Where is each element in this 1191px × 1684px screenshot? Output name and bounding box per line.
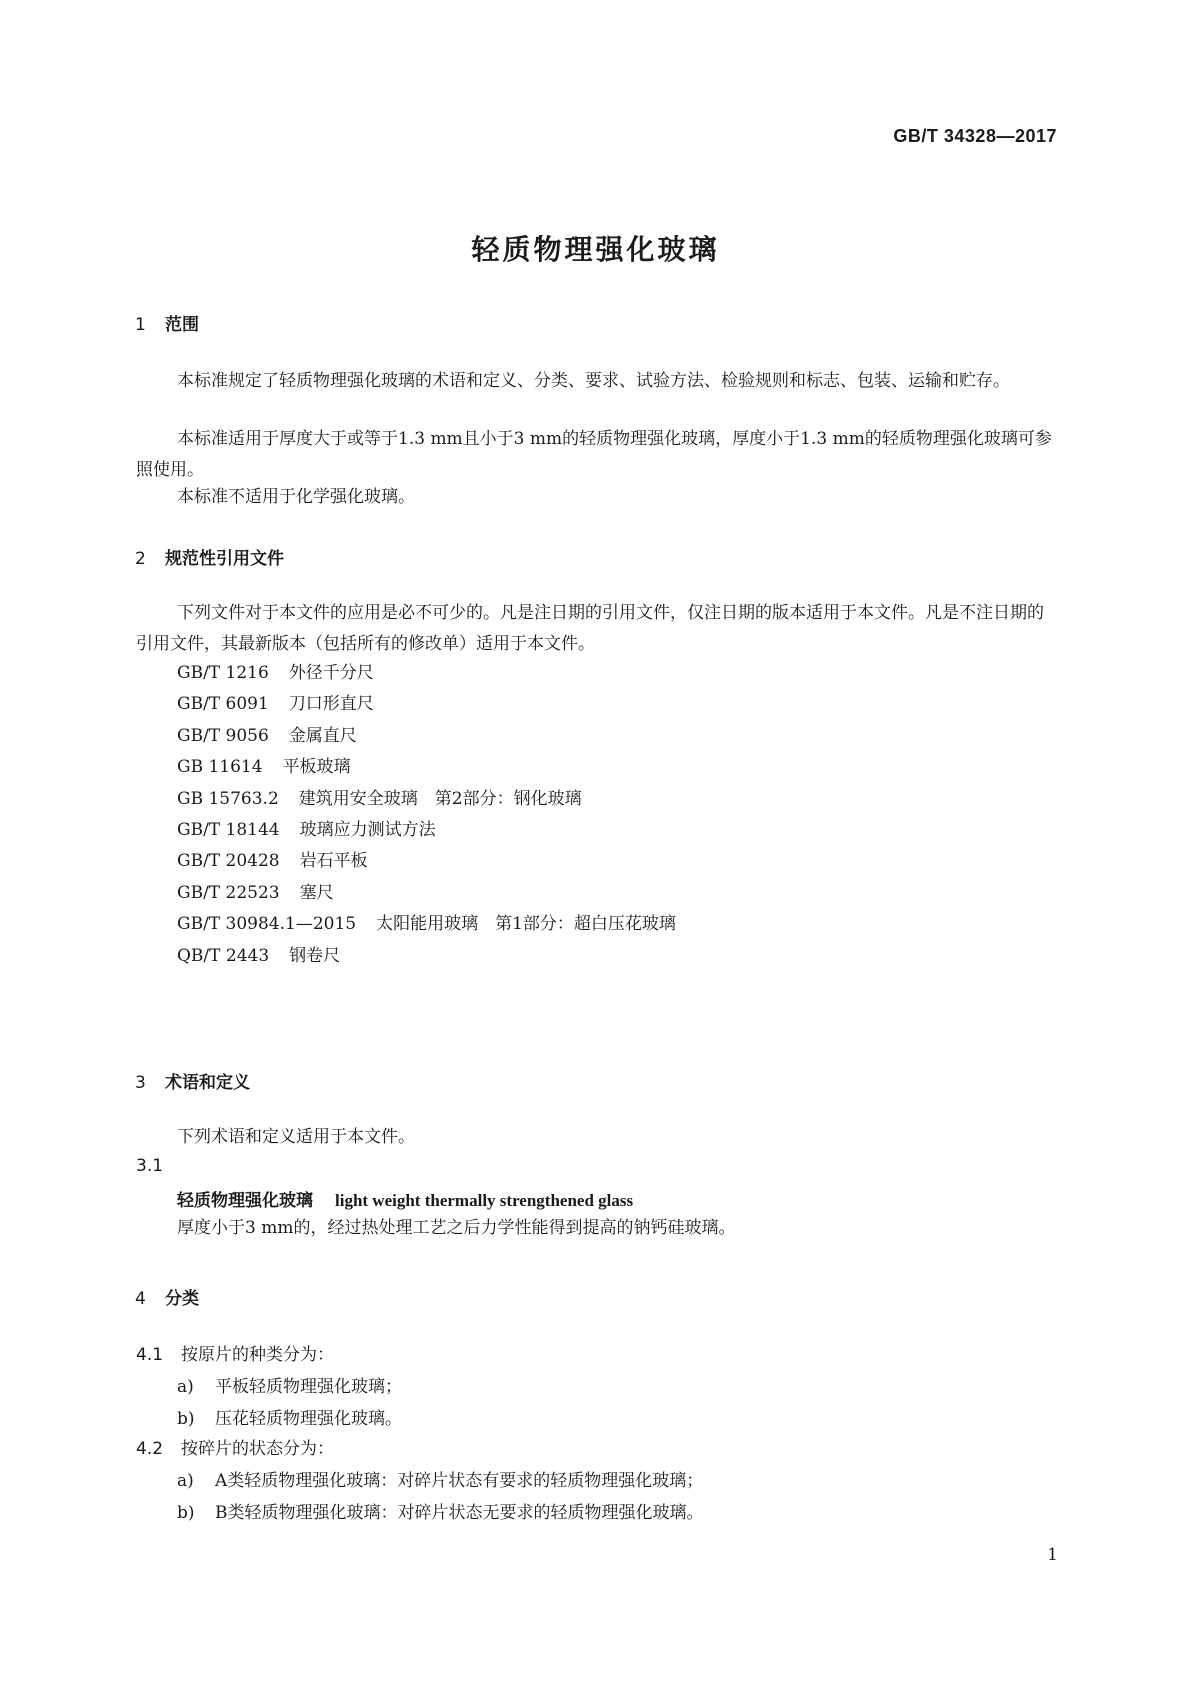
- term-title: [177, 1186, 633, 1211]
- section-2-heading: [135, 544, 284, 569]
- reference-name: 钢卷尺: [289, 945, 341, 966]
- section-title: 规范性引用文件: [165, 549, 284, 569]
- page-number: 1: [1047, 1545, 1058, 1565]
- list-item: [177, 1466, 703, 1491]
- reference-name: 建筑用安全玻璃 第2部分：钢化玻璃: [298, 788, 582, 809]
- section-number: 3: [135, 1073, 146, 1093]
- subclause-4-1: [136, 1340, 334, 1365]
- reference-name: 岩石平板: [299, 851, 368, 872]
- reference-name: 玻璃应力测试方法: [299, 819, 436, 840]
- term-number: 3.1: [136, 1156, 164, 1176]
- section-title: 术语和定义: [165, 1073, 250, 1093]
- term-title-en: light weight thermally strengthened glass: [335, 1191, 634, 1210]
- reference-code: GB/T 6091: [177, 694, 269, 715]
- subclause-4-2: [136, 1434, 334, 1459]
- section-2-intro: 下列文件对于本文件的应用是必不可少的。凡是注日期的引用文件，仅注日期的版本适用于本文件。凡是不注日期的引用文件，其最新版本（包括所有的修改单）适用于本文件。: [136, 603, 1044, 654]
- section-1-para-2: 本标准适用于厚度大于或等于1.3 mm且小于3 mm的轻质物理强化玻璃，厚度小于1.3 mm的轻质物理强化玻璃可参照使用。: [136, 429, 1052, 480]
- reference-code: GB/T 22523: [177, 882, 280, 903]
- list-item-text: 平板轻质物理强化玻璃；: [215, 1377, 402, 1397]
- reference-name: 塞尺: [299, 882, 334, 903]
- subclause-text: 按原片的种类分为：: [181, 1345, 334, 1365]
- reference-code: GB 11614: [177, 757, 263, 778]
- reference-item: [177, 784, 676, 815]
- reference-code: GB/T 30984.1—2015: [177, 914, 357, 935]
- section-number: 4: [135, 1289, 146, 1309]
- section-4-heading: [135, 1284, 199, 1309]
- reference-name: 金属直尺: [288, 725, 357, 746]
- document-number: GB/T 34328—2017: [893, 126, 1057, 146]
- section-title: 分类: [165, 1289, 199, 1309]
- section-3-intro: 下列术语和定义适用于本文件。: [177, 1127, 415, 1147]
- reference-name: 刀口形直尺: [288, 694, 374, 715]
- list-item-label: a): [177, 1471, 194, 1491]
- reference-item: [177, 941, 676, 972]
- reference-code: GB/T 20428: [177, 851, 280, 872]
- reference-item: [177, 658, 676, 689]
- reference-name: 外径千分尺: [288, 663, 374, 683]
- reference-list: [177, 658, 676, 972]
- list-item-label: a): [177, 1377, 194, 1397]
- list-item-text: B类轻质物理强化玻璃：对碎片状态无要求的轻质物理强化玻璃。: [215, 1503, 704, 1523]
- reference-item: [177, 752, 676, 783]
- list-item-label: b): [177, 1409, 195, 1429]
- reference-code: GB/T 1216: [177, 663, 269, 683]
- list-item: [177, 1372, 402, 1397]
- reference-code: GB/T 18144: [177, 819, 280, 840]
- reference-item: [177, 721, 676, 752]
- subclause-number: 4.1: [136, 1345, 164, 1365]
- reference-name: 平板玻璃: [282, 757, 351, 778]
- list-item: [177, 1404, 402, 1429]
- term-definition: 厚度小于3 mm的，经过热处理工艺之后力学性能得到提高的钠钙硅玻璃。: [177, 1218, 736, 1238]
- list-item-label: b): [177, 1503, 195, 1523]
- reference-code: GB/T 9056: [177, 725, 269, 746]
- list-item-text: A类轻质物理强化玻璃：对碎片状态有要求的轻质物理强化玻璃；: [215, 1471, 704, 1491]
- section-title: 范围: [165, 315, 199, 335]
- section-number: 1: [135, 315, 146, 335]
- section-1-heading: [135, 310, 199, 335]
- reference-code: QB/T 2443: [177, 945, 270, 966]
- subclause-number: 4.2: [136, 1439, 164, 1459]
- reference-code: GB 15763.2: [177, 788, 279, 809]
- reference-item: [177, 878, 676, 909]
- page-title: 轻质物理强化玻璃: [471, 233, 720, 266]
- subclause-text: 按碎片的状态分为：: [181, 1439, 334, 1459]
- reference-item: [177, 846, 676, 877]
- section-1-para-3: 本标准不适用于化学强化玻璃。: [177, 487, 415, 507]
- section-1-para-1: 本标准规定了轻质物理强化玻璃的术语和定义、分类、要求、试验方法、检验规则和标志、包装、运输和贮存。: [177, 371, 1010, 391]
- section-number: 2: [135, 549, 146, 569]
- reference-name: 太阳能用玻璃 第1部分：超白压花玻璃: [376, 914, 676, 935]
- reference-item: [177, 909, 676, 940]
- list-item-text: 压花轻质物理强化玻璃。: [215, 1409, 402, 1429]
- list-item: [177, 1498, 704, 1523]
- section-3-heading: [135, 1068, 250, 1093]
- reference-item: [177, 689, 676, 720]
- term-title-cn: 轻质物理强化玻璃: [177, 1191, 313, 1211]
- reference-item: [177, 815, 676, 846]
